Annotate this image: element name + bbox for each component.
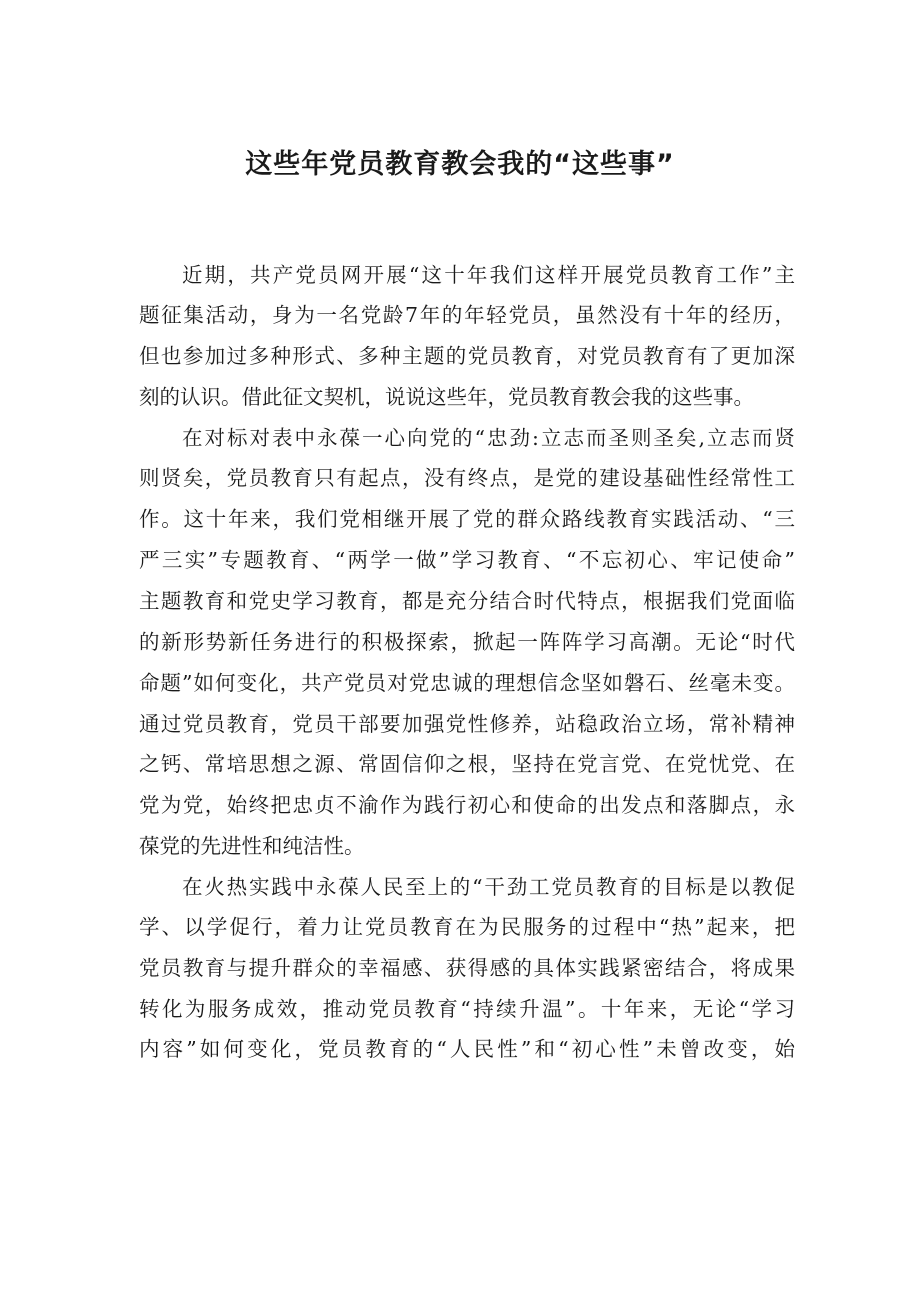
- paragraph-line: 党为党，始终把忠贞不渝作为践行初心和使命的出发点和落脚点，永: [139, 793, 795, 817]
- paragraph-line: 在火热实践中永葆人民至上的“干劲工党员教育的目标是以教促: [182, 875, 795, 899]
- paragraph-line: 葆党的先进性和纯洁性。: [139, 834, 365, 858]
- paragraph-line: 通过党员教育，党员干部要加强党性修养，站稳政治立场，常补精神: [139, 712, 795, 736]
- paragraph-line: 主题教育和党史学习教育，都是充分结合时代特点，根据我们党面临: [139, 589, 795, 613]
- paragraph-line: 在对标对表中永葆一心向党的“忠劲:立志而圣则圣矣,立志而贤: [182, 426, 795, 450]
- document-title: 这些年党员教育教会我的“这些事”: [245, 149, 675, 180]
- paragraph-line: 学、以学促行，着力让党员教育在为民服务的过程中“热”起来，把: [139, 915, 795, 939]
- paragraph-line: 则贤矣，党员教育只有起点，没有终点，是党的建设基础性经常性工: [139, 466, 795, 490]
- paragraph-line: 命题”如何变化，共产党员对党忠诚的理想信念坚如磐石、丝毫未变。: [139, 671, 795, 695]
- paragraph-line: 近期，共产党员网开展“这十年我们这样开展党员教育工作”主: [182, 263, 795, 287]
- paragraph-line: 转化为服务成效，推动党员教育“持续升温”。十年来，无论“学习: [139, 997, 795, 1021]
- paragraph-line: 作。这十年来，我们党相继开展了党的群众路线教育实践活动、“三: [139, 507, 795, 531]
- paragraph-line: 之钙、常培思想之源、常固信仰之根，坚持在党言党、在党忧党、在: [139, 752, 795, 776]
- paragraph-line: 内容”如何变化，党员教育的“人民性”和“初心性”未曾改变，始: [139, 1037, 795, 1061]
- paragraph-line: 的新形势新任务进行的积极探索，掀起一阵阵学习高潮。无论“时代: [139, 630, 795, 654]
- paragraph-line: 刻的认识。借此征文契机，说说这些年，党员教育教会我的这些事。: [139, 385, 754, 409]
- paragraph-line: 题征集活动，身为一名党龄7年的年轻党员，虽然没有十年的经历，: [139, 303, 795, 327]
- paragraph-line: 党员教育与提升群众的幸福感、获得感的具体实践紧密结合，将成果: [139, 956, 795, 980]
- paragraph-line: 但也参加过多种形式、多种主题的党员教育，对党员教育有了更加深: [139, 344, 795, 368]
- paragraph-line: 严三实”专题教育、“两学一做”学习教育、“不忘初心、牢记使命”: [139, 548, 795, 572]
